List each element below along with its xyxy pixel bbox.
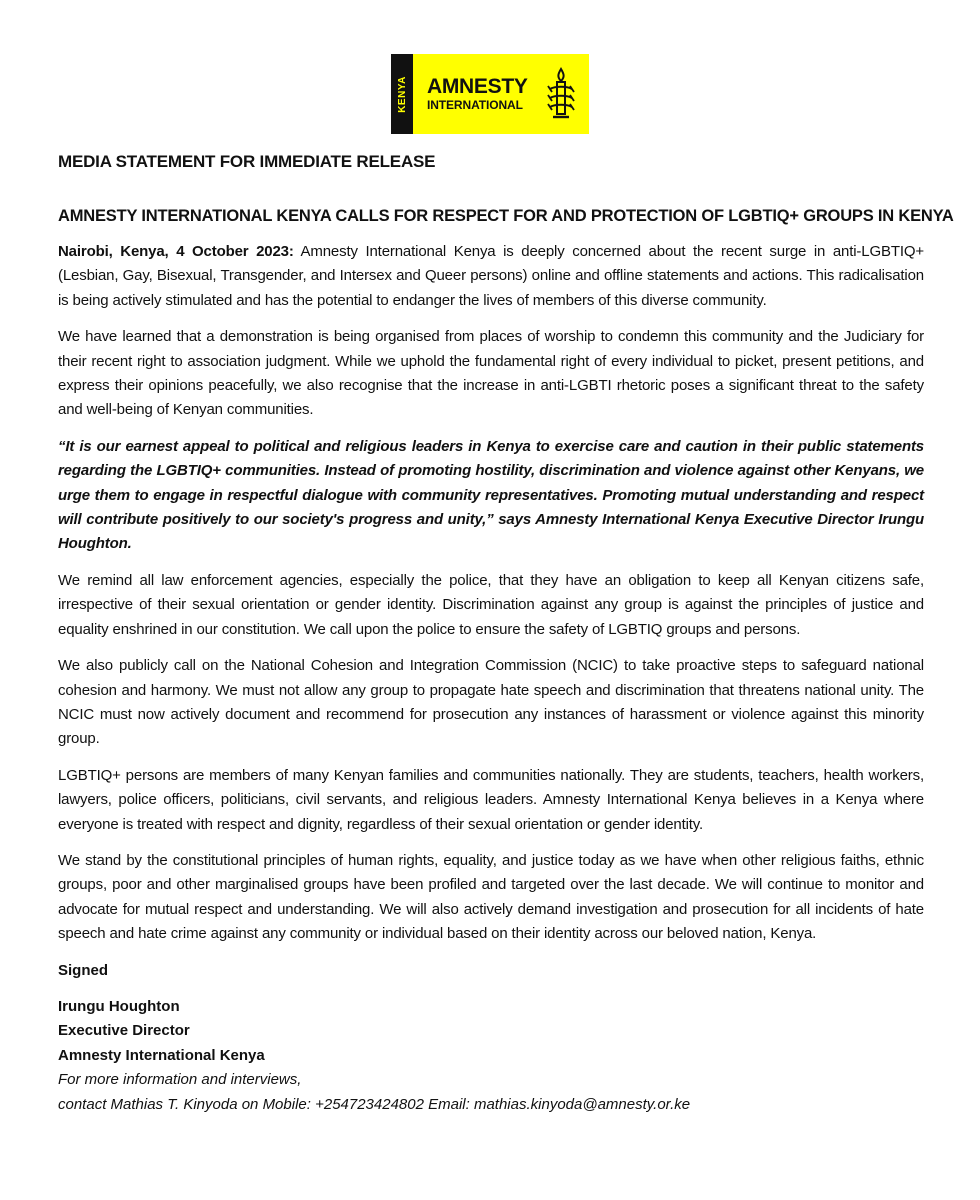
paragraph-intro-text: Amnesty International Kenya is deeply concerned about the recent surge in anti-LGBTIQ+ (Lesbian, Gay, Bisexual, Transgender, and Intersex and Queer persons) online and offline statements and actions. This radicalisation is being actively stimulated and has the potential to endanger the lives of members of this diverse community. <box>58 243 924 309</box>
logo-side-text: KENYA <box>396 75 408 113</box>
signatory-role: Executive Director <box>58 1022 190 1040</box>
paragraph-intro <box>58 240 924 313</box>
logo-line2: INTERNATIONAL <box>427 97 523 112</box>
dateline: Nairobi, Kenya, 4 October 2023: <box>58 243 294 260</box>
paragraph-ncic: We also publicly call on the National Cohesion and Integration Commission (NCIC) to take proactive steps to safeguard national cohesion and harmony. We must not allow any group to propagate hate speech and discrimination that threatens national unity. The NCIC must now actively document and recommend for prosecution any instances of harassment or violence against this minority group. <box>58 657 924 748</box>
logo-line1: AMNESTY <box>427 74 528 98</box>
contact-line-1: For more information and interviews, <box>58 1071 302 1089</box>
contact-line-2: contact Mathias T. Kinyoda on Mobile: +254723424802 Email: mathias.kinyoda@amnesty.or.ke <box>58 1095 691 1113</box>
signatory-org: Amnesty International Kenya <box>58 1046 265 1064</box>
logo-box <box>391 54 589 134</box>
director-quote: “It is our earnest appeal to political and religious leaders in Kenya to exercise care and caution in their public statements regarding the LGBTIQ+ communities. Instead of promoting hostility, discrimination and violence against other Kenyans, we urge them to engage in respectful dialogue with community representatives. Promoting mutual understanding and respect will contribute positively to our society's progress and unity,” says Amnesty International Kenya Executive Director Irungu Houghton. <box>58 437 924 553</box>
signature-block <box>58 995 924 1118</box>
signed-label: Signed <box>58 961 109 979</box>
release-label: MEDIA STATEMENT FOR IMMEDIATE RELEASE <box>58 152 436 171</box>
paragraph-constitutional: We stand by the constitutional principles of human rights, equality, and justice today as we have when other religious faiths, ethnic groups, poor and other marginalised groups have been profiled and targeted over the last decade. We will continue to monitor and advocate for mutual respect and understanding. We will also actively demand investigation and prosecution for all incidents of hate speech and hate crime against any community or individual based on their identity across our beloved nation, Kenya. <box>58 851 924 943</box>
signatory-name: Irungu Houghton <box>58 997 180 1015</box>
candle-barbed-wire-icon <box>539 54 583 134</box>
logo-side-band <box>391 54 413 134</box>
statement-content <box>58 150 954 1117</box>
amnesty-logo <box>391 54 589 134</box>
paragraph-law-enforcement: We remind all law enforcement agencies, especially the police, that they have an obligation to keep all Kenyan citizens safe, irrespective of their sexual orientation or gender identity. Discrimination against any group is against the principles of justice and equality enshrined in our constitution. We call upon the police to ensure the safety of LGBTIQ groups and persons. <box>58 571 924 638</box>
paragraph-lgbtiq-persons: LGBTIQ+ persons are members of many Kenyan families and communities nationally. They are students, teachers, health workers, lawyers, police officers, politicians, civil servants, and religious leaders. Amnesty International Kenya believes in a Kenya where everyone is treated with respect and dignity, regardless of their sexual orientation or gender identity. <box>58 766 924 833</box>
statement-title: AMNESTY INTERNATIONAL KENYA CALLS FOR RESPECT FOR AND PROTECTION OF LGBTIQ+ GROUPS IN KENYA <box>58 207 954 225</box>
paragraph-demonstration: We have learned that a demonstration is being organised from places of worship to condemn this community and the Judiciary for their recent right to association judgment. While we uphold the fundamental right of every individual to picket, present petitions, and express their opinions peacefully, we also recognise that the increase in anti-LGBTI rhetoric poses a significant threat to the safety and well-being of Kenyan communities. <box>58 328 924 419</box>
logo-wordmark <box>413 54 539 134</box>
